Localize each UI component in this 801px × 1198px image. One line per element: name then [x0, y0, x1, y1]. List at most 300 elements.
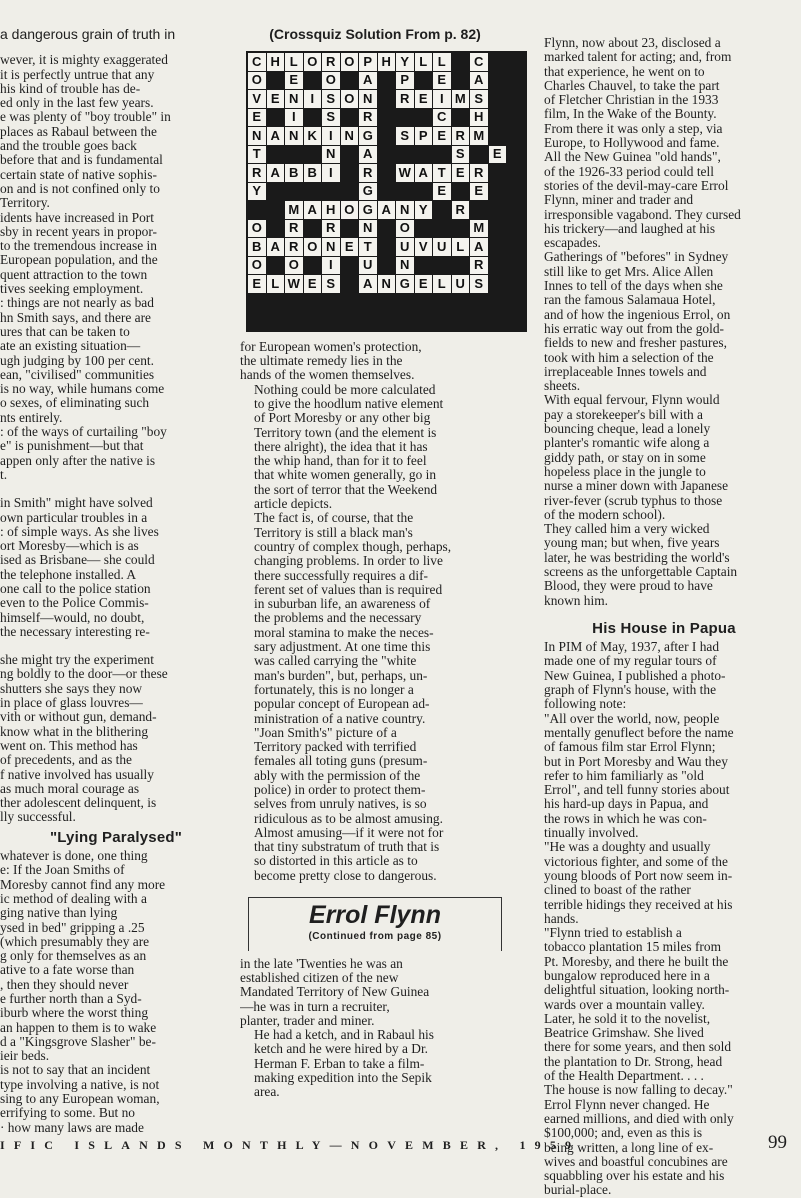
- text-line: there successfully requires a dif-: [254, 568, 429, 583]
- text-line: ic method of dealing with a: [0, 891, 147, 906]
- text-line: in Smith" might have solved: [0, 496, 153, 511]
- text-line: is not to say that an incident: [0, 1063, 151, 1078]
- text-line: the problems and the necessary: [254, 611, 422, 626]
- text-line: females all toting guns (presum-: [254, 754, 428, 769]
- crossword-letter-cell: E: [304, 275, 322, 293]
- text-line: ugh judging by 100 per cent.: [0, 353, 154, 368]
- text-line: graph of Flynn's house, with the: [544, 683, 717, 698]
- crossword-letter-cell: A: [470, 238, 488, 256]
- text-line: errifying to some. But no: [0, 1106, 136, 1121]
- middle-column: [240, 0, 510, 1100]
- crossword-letter-cell: C: [248, 53, 266, 71]
- text-line: established citizen of the new: [240, 970, 399, 985]
- crossword-letter-cell: R: [248, 164, 266, 182]
- text-line: ther adolescent delinquent, is: [0, 796, 157, 811]
- crossword-black-cell: [507, 201, 525, 219]
- text-line: shutters she says they now: [0, 681, 143, 696]
- left-column: [0, 0, 232, 1135]
- text-line: before that and is fundamental: [0, 153, 163, 168]
- text-line: the telephone installed. A: [0, 567, 137, 582]
- crossword-letter-cell: H: [267, 53, 285, 71]
- crossword-letter-cell: A: [267, 238, 285, 256]
- crossword-letter-cell: U: [396, 238, 414, 256]
- crossword-letter-cell: W: [285, 275, 303, 293]
- text-line: fields to new and fresher pastures,: [544, 336, 727, 351]
- crossword-black-cell: [267, 146, 285, 164]
- crossword-letter-cell: O: [322, 72, 340, 90]
- text-line: Errol Flynn never changed. He: [544, 1097, 710, 1112]
- crossword-black-cell: [507, 72, 525, 90]
- text-line: giddy path, or stay on in some: [544, 450, 706, 465]
- text-line: bouncing cheque, lead a lonely: [544, 422, 711, 437]
- text-line: of Port Moresby or any other big: [254, 411, 431, 426]
- text-line: ging native than lying: [0, 906, 118, 921]
- mid-para-5: [240, 957, 510, 1028]
- text-line: pay a storekeeper's bill with a: [544, 407, 703, 422]
- text-line: that white women generally, go in: [254, 468, 437, 483]
- text-line: that tiny substratum of truth that is: [254, 840, 440, 855]
- crossword-black-cell: [341, 257, 359, 275]
- crossword-letter-cell: B: [285, 164, 303, 182]
- crossword-letter-cell: I: [304, 90, 322, 108]
- crossword-letter-cell: Y: [396, 53, 414, 71]
- crossword-black-cell: [507, 164, 525, 182]
- text-line: in the late 'Twenties he was an: [240, 956, 403, 971]
- text-line: was called carrying the "white: [254, 654, 417, 669]
- crossword-black-cell: [378, 238, 396, 256]
- text-line: wives and boastful concubines are: [544, 1154, 728, 1169]
- crossword-black-cell: [267, 257, 285, 275]
- crossword-letter-cell: I: [285, 109, 303, 127]
- text-line: know what in the blithering: [0, 724, 149, 739]
- text-line: of famous film star Errol Flynn;: [544, 740, 716, 755]
- crossword-black-cell: [433, 146, 451, 164]
- text-line: become pretty close to dangerous.: [254, 868, 437, 883]
- crossword-letter-cell: N: [396, 201, 414, 219]
- crossquiz-header: (Crossquiz Solution From p. 82): [269, 26, 481, 42]
- crossword-letter-cell: M: [470, 220, 488, 238]
- text-line: burial-place.: [544, 1183, 612, 1198]
- text-line: in place of glass louvres—: [0, 696, 143, 711]
- text-line: and of how the ingenious Errol, on: [544, 307, 731, 322]
- left-para-5: [0, 496, 232, 639]
- crossword-black-cell: [267, 109, 285, 127]
- text-line: ministration of a native country.: [254, 711, 426, 726]
- text-line: planter's romantic wife along a: [544, 436, 710, 451]
- text-line: : of simple ways. As she lives: [0, 524, 159, 539]
- crossword-letter-cell: O: [341, 90, 359, 108]
- text-line: idents have increased in Port: [0, 210, 154, 225]
- crossword-black-cell: [489, 238, 507, 256]
- crossword-letter-cell: N: [341, 127, 359, 145]
- crossword-letter-cell: R: [452, 201, 470, 219]
- crossword-letter-cell: E: [267, 90, 285, 108]
- text-line: Nothing could be more calculated: [254, 382, 436, 397]
- text-line: the whip hand, than for it to feel: [254, 454, 427, 469]
- crossword-letter-cell: H: [322, 201, 340, 219]
- crossword-letter-cell: O: [304, 238, 322, 256]
- text-line: nts entirely.: [0, 410, 63, 425]
- crossword-letter-cell: S: [322, 90, 340, 108]
- text-line: quent attraction to the town: [0, 267, 148, 282]
- text-line: on and is not confined only to: [0, 181, 160, 196]
- crossword-letter-cell: O: [304, 53, 322, 71]
- crossword-letter-cell: R: [359, 164, 377, 182]
- crossword-letter-cell: N: [322, 238, 340, 256]
- text-line: The fact is, of course, that the: [254, 511, 414, 526]
- text-line: took with him a selection of the: [544, 350, 714, 365]
- crossword-black-cell: [452, 53, 470, 71]
- crossword-letter-cell: E: [248, 275, 266, 293]
- text-line: In PIM of May, 1937, after I had: [544, 640, 720, 655]
- text-line: sary adjustment. At one time this: [254, 640, 431, 655]
- crossword-black-cell: [378, 90, 396, 108]
- text-line: popular concept of European ad-: [254, 697, 430, 712]
- crossword-letter-cell: B: [304, 164, 322, 182]
- crossword-letter-cell: G: [359, 183, 377, 201]
- text-line: own particular troubles in a: [0, 510, 148, 525]
- crossword-black-cell: [341, 220, 359, 238]
- left-para-4: [0, 425, 232, 482]
- crossword-letter-cell: I: [322, 164, 340, 182]
- crossword-black-cell: [470, 201, 488, 219]
- crossword-black-cell: [267, 72, 285, 90]
- crossword-black-cell: [415, 146, 433, 164]
- crossword-black-cell: [452, 109, 470, 127]
- text-line: All the New Guinea "old hands",: [544, 150, 721, 165]
- crossword-black-cell: [341, 275, 359, 293]
- text-line: hn Smith says, and there are: [0, 310, 151, 325]
- crossword-black-cell: [341, 72, 359, 90]
- crossword-black-cell: [415, 220, 433, 238]
- text-line: victorious fighter, and some of the: [544, 854, 728, 869]
- page-number: 99: [768, 1132, 787, 1153]
- crossword-black-cell: [489, 275, 507, 293]
- crossword-black-cell: [507, 90, 525, 108]
- crossword-letter-cell: A: [470, 72, 488, 90]
- text-line: e" is punishment—but that: [0, 439, 144, 454]
- text-line: his kind of trouble has de-: [0, 81, 141, 96]
- left-para-7: [0, 849, 232, 1063]
- text-line: wever, it is mighty exaggerated: [0, 53, 168, 68]
- footer-masthead: IFIC ISLANDS MONTHLY—NOVEMBER, 1959: [0, 1138, 581, 1152]
- text-line: of Fletcher Christian in the 1933: [544, 93, 719, 108]
- text-line: young man; but when, five years: [544, 536, 720, 551]
- crossword-black-cell: [507, 257, 525, 275]
- text-line: as much moral courage as: [0, 781, 140, 796]
- crossword-black-cell: [489, 201, 507, 219]
- text-line: vith or without gun, demand-: [0, 710, 157, 725]
- crossword-black-cell: [267, 220, 285, 238]
- crossword-letter-cell: A: [267, 127, 285, 145]
- crossword-letter-cell: R: [452, 127, 470, 145]
- crossword-black-cell: [489, 109, 507, 127]
- crossword-black-cell: [489, 257, 507, 275]
- text-line: Herman F. Erban to take a film-: [254, 1056, 425, 1071]
- text-line: even to the Police Commis-: [0, 596, 149, 611]
- crossword-letter-cell: S: [470, 90, 488, 108]
- crossword-letter-cell: E: [415, 275, 433, 293]
- crossword-letter-cell: Y: [415, 201, 433, 219]
- crossword-black-cell: [507, 127, 525, 145]
- text-line: "He was a doughty and usually: [544, 840, 711, 855]
- text-line: European population, and the: [0, 253, 158, 268]
- crossword-letter-cell: E: [489, 146, 507, 164]
- crossword-letter-cell: T: [433, 164, 451, 182]
- text-line: tobacco plantation 15 miles from: [544, 940, 722, 955]
- text-line: the ultimate remedy lies in the: [240, 354, 403, 369]
- right-para-6: [530, 640, 798, 711]
- continued-from: (Continued from page 85): [308, 931, 442, 943]
- crossword-black-cell: [489, 164, 507, 182]
- text-line: Beatrice Grimshaw. She lived: [544, 1026, 704, 1041]
- text-line: following note:: [544, 697, 627, 712]
- text-line: ketch and he were hired by a Dr.: [254, 1042, 429, 1057]
- right-para-4: [530, 393, 798, 522]
- crossword-letter-cell: E: [285, 72, 303, 90]
- text-line: film, In the Wake of the Bounty.: [544, 107, 717, 122]
- left-para-3: [0, 296, 232, 425]
- crossword-black-cell: [433, 257, 451, 275]
- text-line: appen only after the native is: [0, 453, 156, 468]
- text-line: article depicts.: [254, 497, 333, 512]
- crossword-letter-cell: Y: [248, 183, 266, 201]
- text-line: she might try the experiment: [0, 653, 154, 668]
- text-line: The house is now falling to decay.": [544, 1083, 733, 1098]
- crossword-black-cell: [415, 109, 433, 127]
- crossword-letter-cell: R: [285, 220, 303, 238]
- text-line: Later, he sold it to the novelist,: [544, 1011, 711, 1026]
- text-line: ran the famous Salamaua Hotel,: [544, 293, 716, 308]
- crossword-letter-cell: O: [341, 53, 359, 71]
- crossword-letter-cell: M: [285, 201, 303, 219]
- crossword-black-cell: [304, 220, 322, 238]
- left-top-line: a dangerous grain of truth in: [0, 26, 176, 42]
- crossword-letter-cell: M: [452, 90, 470, 108]
- text-line: stories of the devil-may-care Errol: [544, 178, 729, 193]
- text-line: New Guinea, I published a photo-: [544, 668, 726, 683]
- text-line: ort Moresby—which is as: [0, 539, 139, 554]
- text-line: delightful situation, looking north-: [544, 983, 730, 998]
- crossword-letter-cell: W: [396, 164, 414, 182]
- crossword-letter-cell: N: [285, 127, 303, 145]
- crossword-black-cell: [304, 257, 322, 275]
- crossword-letter-cell: B: [248, 238, 266, 256]
- mid-para-6: [240, 1028, 510, 1099]
- text-line: of the 1926-33 period could tell: [544, 164, 714, 179]
- text-line: t.: [0, 467, 8, 482]
- right-para-8: [530, 840, 798, 926]
- crossword-letter-cell: G: [359, 127, 377, 145]
- text-line: ysed in bed" gripping a .25: [0, 920, 145, 935]
- crossword-letter-cell: T: [248, 146, 266, 164]
- text-line: himself—would, no doubt,: [0, 610, 145, 625]
- text-line: earned millions, and died with only: [544, 1111, 734, 1126]
- left-para-8: [0, 1063, 232, 1134]
- text-line: Europe, to Hollywood and fame.: [544, 136, 720, 151]
- text-line: Flynn, miner and trader and: [544, 193, 694, 208]
- text-line: in suburban life, an awareness of: [254, 597, 431, 612]
- text-line: Charles Chauvel, to take the part: [544, 78, 720, 93]
- crossword-black-cell: [248, 201, 266, 219]
- right-para-3: [530, 250, 798, 393]
- text-line: f native involved has usually: [0, 767, 154, 782]
- text-line: known him.: [544, 593, 608, 608]
- text-line: certain state of native sophis-: [0, 167, 157, 182]
- crossword-black-cell: [304, 146, 322, 164]
- text-line: o sexes, of eliminating such: [0, 396, 150, 411]
- text-line: From there it was only a step, via: [544, 121, 723, 136]
- text-line: but in Port Moresby and Wau they: [544, 754, 728, 769]
- crossword-black-cell: [507, 146, 525, 164]
- crossword-letter-cell: I: [322, 127, 340, 145]
- crossword-black-cell: [378, 146, 396, 164]
- crossword-letter-cell: R: [470, 257, 488, 275]
- crossword-black-cell: [452, 257, 470, 275]
- text-line: screens as the unforgettable Captain: [544, 564, 738, 579]
- crossword-black-cell: [507, 238, 525, 256]
- text-line: iburb where the worst thing: [0, 1006, 149, 1021]
- crossword-letter-cell: U: [433, 238, 451, 256]
- text-line: Errol", and tell funny stories about: [544, 783, 730, 798]
- text-line: ably with the permission of the: [254, 768, 421, 783]
- crossword-letter-cell: E: [341, 238, 359, 256]
- text-line: : things are not nearly as bad: [0, 296, 154, 311]
- crossword-letter-cell: L: [433, 275, 451, 293]
- text-line: Mandated Territory of New Guinea: [240, 985, 430, 1000]
- crossword-letter-cell: G: [359, 201, 377, 219]
- crossword-black-cell: [470, 146, 488, 164]
- crossword-letter-cell: A: [415, 164, 433, 182]
- crossword-letter-cell: N: [359, 220, 377, 238]
- crossword-letter-cell: L: [452, 238, 470, 256]
- crossword-black-cell: [396, 146, 414, 164]
- text-line: of precedents, and as the: [0, 753, 132, 768]
- text-line: so distorted in this article as to: [254, 854, 418, 869]
- right-para-9: [530, 926, 798, 1098]
- text-line: $100,000; and, even as this is: [544, 1126, 703, 1141]
- crossword-letter-cell: R: [359, 109, 377, 127]
- crossword-letter-cell: O: [248, 220, 266, 238]
- text-line: Territory is still a black man's: [254, 525, 413, 540]
- text-line: for European women's protection,: [240, 339, 422, 354]
- text-line: sheets.: [544, 379, 581, 394]
- text-line: lly successful.: [0, 810, 76, 825]
- crossword-black-cell: [452, 183, 470, 201]
- text-line: irresponsible vagabond. They cursed: [544, 207, 741, 222]
- crossword-letter-cell: U: [359, 257, 377, 275]
- crossword-black-cell: [285, 146, 303, 164]
- crossword-black-cell: [304, 72, 322, 90]
- text-line: his erratic way out from the gold-: [544, 321, 724, 336]
- crossword-black-cell: [452, 220, 470, 238]
- text-line: With equal fervour, Flynn would: [544, 393, 720, 408]
- crossword-black-cell: [378, 109, 396, 127]
- crossword-black-cell: [507, 275, 525, 293]
- text-line: nurse a miner down with Japanese: [544, 479, 729, 494]
- text-line: type involving a native, is not: [0, 1077, 160, 1092]
- crossword-letter-cell: C: [433, 109, 451, 127]
- text-line: Innes to tell of the days when she: [544, 279, 723, 294]
- crossword-black-cell: [378, 183, 396, 201]
- text-line: ures that can be taken to: [0, 324, 130, 339]
- crossword-letter-cell: P: [396, 72, 414, 90]
- text-line: ean, "civilised" communities: [0, 367, 155, 382]
- crossword-grid: [246, 51, 527, 332]
- crossword-letter-cell: I: [322, 257, 340, 275]
- crossword-letter-cell: M: [470, 127, 488, 145]
- crossword-letter-cell: E: [433, 183, 451, 201]
- text-line: to the tremendous increase in: [0, 239, 157, 254]
- crossword-letter-cell: E: [248, 109, 266, 127]
- text-line: wards over a mountain valley.: [544, 997, 705, 1012]
- crossword-letter-cell: S: [322, 109, 340, 127]
- text-line: · how many laws are made: [0, 1120, 144, 1135]
- crossword-letter-cell: E: [415, 90, 433, 108]
- right-para-5: [530, 522, 798, 608]
- text-line: ative to a fate worse than: [0, 963, 135, 978]
- crossword-letter-cell: L: [433, 53, 451, 71]
- crossword-black-cell: [489, 53, 507, 71]
- text-line: , then they should never: [0, 977, 129, 992]
- text-line: is no way, while humans come: [0, 382, 165, 397]
- crossword-letter-cell: H: [378, 53, 396, 71]
- text-line: Pt. Moresby, and there he built the: [544, 954, 729, 969]
- text-line: went on. This method has: [0, 738, 138, 753]
- text-line: later, he was bestriding the world's: [544, 550, 730, 565]
- crossword-black-cell: [378, 127, 396, 145]
- text-line: sing to any European woman,: [0, 1092, 160, 1107]
- crossword-letter-cell: T: [359, 238, 377, 256]
- crossword-black-cell: [489, 183, 507, 201]
- text-line: d a "Kingsgrove Slasher" be-: [0, 1034, 156, 1049]
- text-line: selves from unruly natives, is so: [254, 797, 427, 812]
- crossword-black-cell: [433, 201, 451, 219]
- crossword-black-cell: [415, 257, 433, 275]
- crossword-black-cell: [285, 183, 303, 201]
- text-line: man's burden", but, perhaps, un-: [254, 668, 428, 683]
- page-footer: [0, 1132, 801, 1162]
- text-line: police) in order to protect them-: [254, 783, 426, 797]
- text-line: e: If the Joan Smiths of: [0, 863, 125, 878]
- text-line: that experience, he went on to: [544, 64, 705, 79]
- crossword-letter-cell: A: [359, 72, 377, 90]
- text-line: the rows in which he was con-: [544, 811, 707, 826]
- crossword-black-cell: [341, 146, 359, 164]
- text-line: his trickery—and laughed at his: [544, 221, 716, 236]
- crossword-black-cell: [396, 109, 414, 127]
- text-line: hands.: [544, 911, 579, 926]
- text-line: young bloods of Port now seem in-: [544, 868, 733, 883]
- left-para-1: [0, 53, 232, 210]
- crossword-black-cell: [489, 72, 507, 90]
- text-line: moral stamina to make the neces-: [254, 625, 434, 640]
- crossword-letter-cell: R: [470, 164, 488, 182]
- crossword-letter-cell: A: [304, 201, 322, 219]
- text-line: sby in recent years in propor-: [0, 224, 158, 239]
- text-line: his hard-up days in Papua, and: [544, 797, 709, 812]
- text-line: They called him a very wicked: [544, 522, 710, 537]
- right-para-1: [530, 36, 798, 150]
- text-line: there for some years, and then sold: [544, 1040, 732, 1055]
- crossword-letter-cell: A: [267, 164, 285, 182]
- text-line: Territory.: [0, 196, 50, 211]
- text-line: Flynn, now about 23, disclosed a: [544, 36, 721, 50]
- crossword-black-cell: [415, 72, 433, 90]
- text-line: g only for themselves as an: [0, 949, 147, 964]
- text-line: river-fever (scrub typhus to those: [544, 493, 723, 508]
- crossword-letter-cell: R: [322, 53, 340, 71]
